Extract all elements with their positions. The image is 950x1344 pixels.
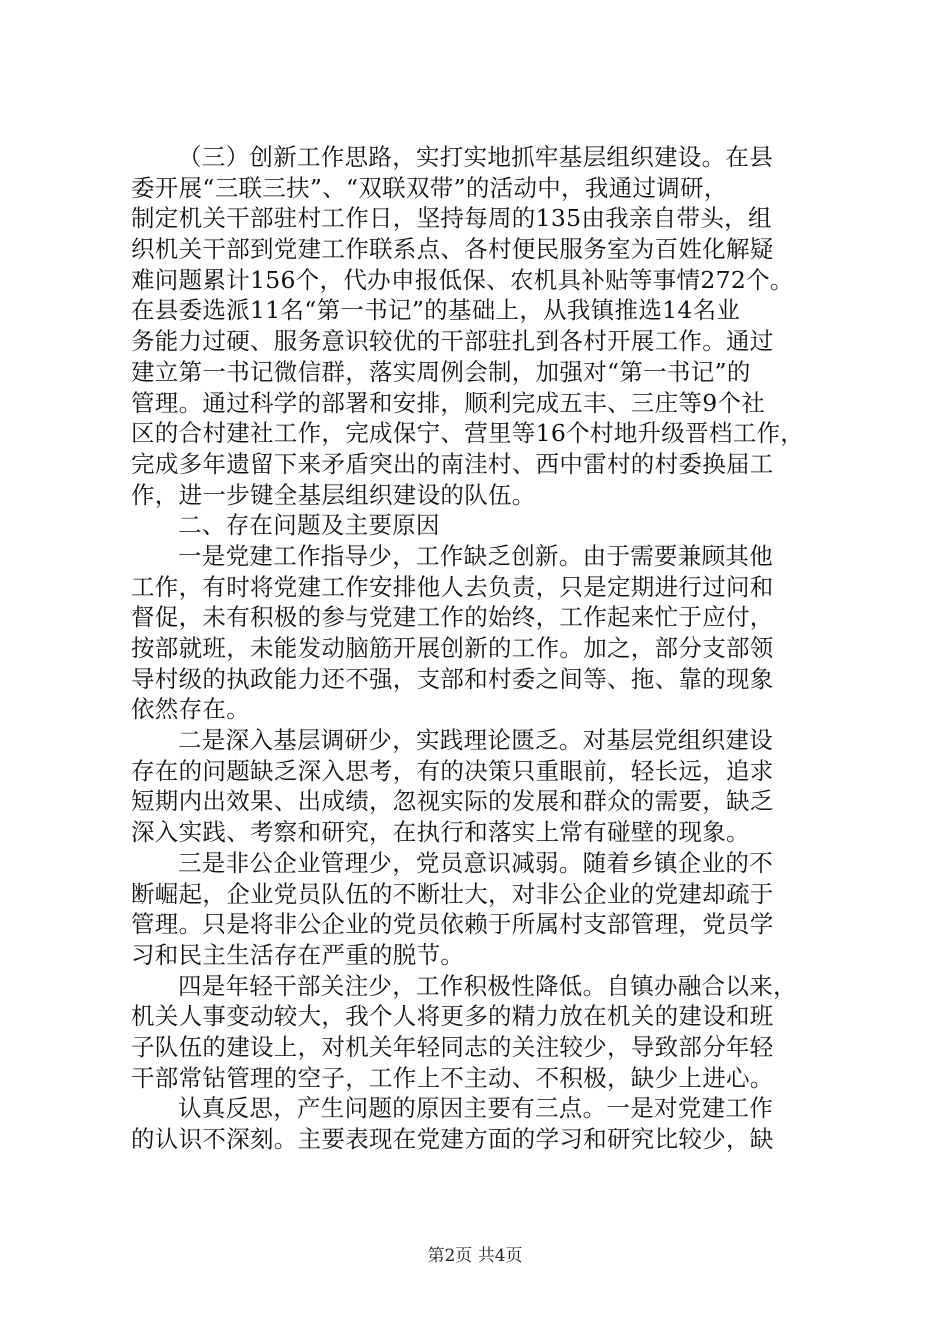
text-line: 习和民主生活存在严重的脱节。: [131, 940, 465, 969]
text-line: 督促，未有积极的参与党建工作的始终，工作起来忙于应付，: [131, 603, 774, 632]
text-line: 四是年轻干部关注少，工作积极性降低。自镇办融合以来，: [178, 971, 797, 1000]
text-line: 建立第一书记微信群，落实周例会制，加强对“第一书记”的: [131, 357, 751, 386]
text-line: 管理。只是将非公企业的党员依赖于所属村支部管理，党员学: [131, 910, 774, 939]
text-line: 管理。通过科学的部署和安排，顺利完成五丰、三庄等9个社: [131, 388, 766, 417]
text-line: 在县委选派11名“第一书记”的基础上，从我镇推选14名业: [131, 296, 741, 325]
text-line: 深入实践、考察和研究，在执行和落实上常有碰壁的现象。: [131, 818, 750, 847]
text-line: 工作，有时将党建工作安排他人去负责，只是定期进行过问和: [131, 572, 774, 601]
text-line: 依然存在。: [131, 695, 250, 724]
text-line: 的认识不深刻。主要表现在党建方面的学习和研究比较少，缺: [131, 1125, 774, 1153]
text-line: 短期内出效果、出成绩，忽视实际的发展和群众的需要，缺乏: [131, 787, 774, 816]
text-line: 区的合村建社工作，完成保宁、营里等16个村地升级晋档工作，: [131, 419, 805, 448]
text-line: 二、存在问题及主要原因: [178, 511, 440, 540]
page-footer: 第2页 共4页: [427, 1246, 523, 1266]
text-line: 难问题累计156个，代办申报低保、农机具补贴等事情272个。: [131, 265, 794, 294]
document-body: [131, 142, 851, 1155]
text-line: 完成多年遗留下来矛盾突出的南洼村、西中雷村的村委换届工: [131, 449, 774, 478]
text-line: 存在的问题缺乏深入思考，有的决策只重眼前，轻长远，追求: [131, 756, 774, 785]
text-line: 子队伍的建设上，对机关年轻同志的关注较少，导致部分年轻: [131, 1032, 774, 1061]
text-line: 断崛起，企业党员队伍的不断壮大，对非公企业的党建却疏于: [131, 879, 774, 908]
text-line: （三）创新工作思路，实打实地抓牢基层组织建设。在县: [178, 143, 773, 171]
text-line: 务能力过硬、服务意识较优的干部驻扎到各村开展工作。通过: [131, 327, 774, 356]
text-line: 二是深入基层调研少，实践理论匮乏。对基层党组织建设: [178, 726, 773, 755]
text-line: 导村级的执政能力还不强，支部和村委之间等、拖、靠的现象: [131, 664, 774, 693]
text-line: 委开展“三联三扶”、“双联双带”的活动中，我通过调研，: [131, 173, 728, 202]
text-line: 机关人事变动较大，我个人将更多的精力放在机关的建设和班: [131, 1002, 774, 1031]
text-line: 认真反思，产生问题的原因主要有三点。一是对党建工作: [178, 1094, 773, 1123]
text-line: 一是党建工作指导少，工作缺乏创新。由于需要兼顾其他: [178, 541, 773, 570]
text-line: 干部常钻管理的空子，工作上不主动、不积极，缺少上进心。: [131, 1063, 774, 1092]
text-line: 作，进一步键全基层组织建设的队伍。: [131, 480, 536, 509]
text-line: 三是非公企业管理少，党员意识减弱。随着乡镇企业的不: [178, 848, 773, 877]
text-line: 织机关干部到党建工作联系点、各村便民服务室为百姓化解疑: [131, 235, 774, 264]
text-line: 按部就班，未能发动脑筋开展创新的工作。加之，部分支部领: [131, 634, 774, 662]
text-line: 制定机关干部驻村工作日，坚持每周的135由我亲自带头，组: [131, 204, 772, 233]
